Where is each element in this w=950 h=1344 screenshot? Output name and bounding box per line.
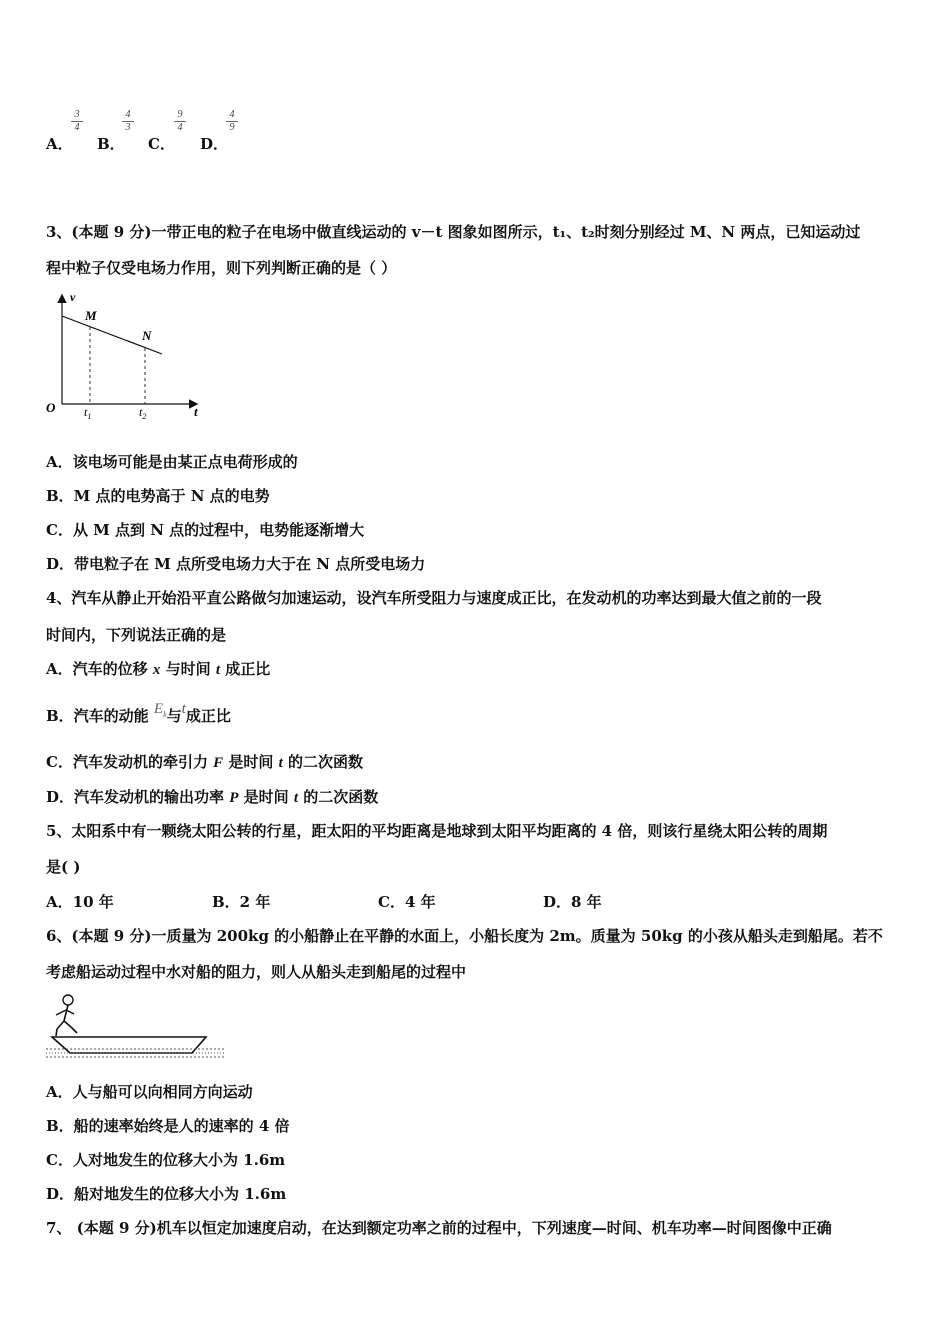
q5-stem-line1: 5、太阳系中有一颗绕太阳公转的行星，距太阳的平均距离是地球到太阳平均距离的 4 倍，则该行星绕太阳公转的周期 — [46, 822, 828, 840]
water-surface — [46, 1049, 226, 1057]
v-label: v — [70, 290, 76, 304]
boat-hull — [52, 1037, 206, 1053]
q5-option-a: A．10 年 — [46, 893, 114, 911]
q3-option-a: A．该电场可能是由某正点电荷形成的 — [46, 453, 298, 471]
q2-option-c-fraction: 9 4 — [174, 110, 186, 133]
q6-stem-line2: 考虑船运动过程中水对船的阻力，则人从船头走到船尾的过程中 — [46, 963, 467, 981]
person-head — [63, 995, 73, 1005]
q3-vt-graph — [44, 288, 209, 423]
q4-option-b: B．汽车的动能 $E_k$与t成正比 — [46, 701, 231, 725]
q6-boat-figure — [44, 993, 229, 1063]
q3-option-d: D．带电粒子在 M 点所受电场力大于在 N 点所受电场力 — [46, 555, 426, 573]
t-label: t — [194, 404, 198, 419]
m-label: M — [85, 308, 97, 323]
q2-option-a-fraction: 3 4 — [71, 110, 83, 133]
q4-option-d: D．汽车发动机的输出功率 P 是时间 t 的二次函数 — [46, 788, 379, 806]
q5-option-d: D．8 年 — [543, 893, 602, 911]
q5-stem-line2: 是( ) — [46, 858, 81, 876]
q5-option-c: C．4 年 — [378, 893, 436, 911]
q2-option-a-label: A． — [46, 135, 73, 153]
q2-option-b-fraction: 4 3 — [122, 110, 134, 133]
q6-option-d: D．船对地发生的位移大小为 1.6m — [46, 1185, 287, 1203]
kinetic-energy-symbol: $E_k$ — [153, 701, 167, 719]
q2-option-c-label: C． — [148, 135, 175, 153]
q6-option-c: C．人对地发生的位移大小为 1.6m — [46, 1151, 286, 1169]
q2-option-d-fraction: 4 9 — [226, 110, 238, 133]
q3-stem-line2: 程中粒子仅受电场力作用，则下列判断正确的是（ ） — [46, 259, 397, 277]
q3-option-c: C．从 M 点到 N 点的过程中，电势能逐渐增大 — [46, 521, 365, 539]
q5-option-b: B．2 年 — [212, 893, 271, 911]
n-label: N — [142, 328, 152, 343]
q6-option-a: A．人与船可以向相同方向运动 — [46, 1083, 253, 1101]
q4-stem-line1: 4、汽车从静止开始沿平直公路做匀加速运动，设汽车所受阻力与速度成正比，在发动机的功率达到最大值之前的一段 — [46, 589, 822, 607]
q4-stem-line2: 时间内，下列说法正确的是 — [46, 626, 227, 644]
q4-option-c: C．汽车发动机的牵引力 F 是时间 t 的二次函数 — [46, 753, 364, 771]
q7-stem-line1: 7、 (本题 9 分)机车以恒定加速度启动，在达到额定功率之前的过程中，下列速度—时间、机车功率—时间图像中正确 — [46, 1219, 832, 1237]
q3-stem-line1: 3、(本题 9 分)一带正电的粒子在电场中做直线运动的 v－t 图象如图所示，t₁、t₂时刻分别经过 M、N 两点，已知运动过 — [46, 223, 861, 241]
q6-option-b: B．船的速率始终是人的速率的 4 倍 — [46, 1117, 290, 1135]
q2-option-d-label: D． — [200, 135, 229, 153]
q2-option-b-label: B． — [97, 135, 125, 153]
t2-label: $t_2$ — [139, 405, 147, 421]
origin-label: O — [46, 400, 56, 415]
t1-label: $t_1$ — [84, 405, 92, 421]
q4-option-a: A．汽车的位移 x 与时间 t 成正比 — [46, 660, 271, 678]
q6-stem-line1: 6、(本题 9 分)一质量为 200kg 的小船静止在平静的水面上，小船长度为 2m。质量为 50kg 的小孩从船头走到船尾。若不 — [46, 927, 883, 945]
q3-option-b: B．M 点的电势高于 N 点的电势 — [46, 487, 270, 505]
